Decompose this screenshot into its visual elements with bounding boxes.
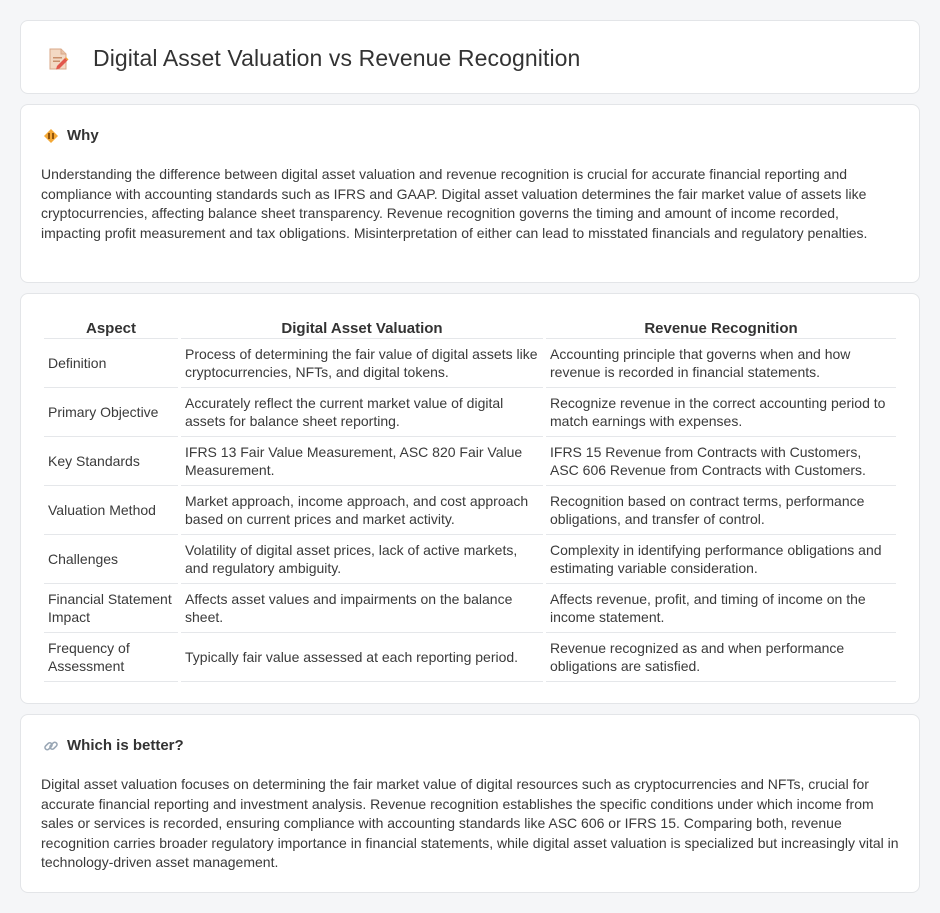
comparison-table xyxy=(41,316,899,682)
row-aspect: Frequency of Assessment xyxy=(44,633,178,682)
col-header-revenue-recognition: Revenue Recognition xyxy=(546,316,896,339)
table-header-row xyxy=(44,316,896,339)
table-row xyxy=(44,339,896,388)
which-is-better-heading: Which is better? xyxy=(67,737,184,754)
table-row xyxy=(44,437,896,486)
row-digital-asset-valuation: Affects asset values and impairments on the balance sheet. xyxy=(181,584,543,633)
row-revenue-recognition: Accounting principle that governs when and how revenue is recorded in financial statements. xyxy=(546,339,896,388)
row-digital-asset-valuation: Process of determining the fair value of digital assets like cryptocurrencies, NFTs, and digital tokens. xyxy=(181,339,543,388)
row-revenue-recognition: Revenue recognized as and when performance obligations are satisfied. xyxy=(546,633,896,682)
row-revenue-recognition: Affects revenue, profit, and timing of income on the income statement. xyxy=(546,584,896,633)
table-row xyxy=(44,633,896,682)
row-digital-asset-valuation: Market approach, income approach, and cost approach based on current prices and market activity. xyxy=(181,486,543,535)
col-header-digital-asset-valuation: Digital Asset Valuation xyxy=(181,316,543,339)
row-revenue-recognition: Complexity in identifying performance obligations and estimating variable consideration. xyxy=(546,535,896,584)
diamond-warning-icon xyxy=(43,128,59,144)
col-header-aspect: Aspect xyxy=(44,316,178,339)
row-revenue-recognition: Recognition based on contract terms, performance obligations, and transfer of control. xyxy=(546,486,896,535)
row-aspect: Primary Objective xyxy=(44,388,178,437)
row-aspect: Challenges xyxy=(44,535,178,584)
link-icon xyxy=(43,738,59,754)
which-is-better-paragraph: Digital asset valuation focuses on determining the fair market value of digital resources such as cryptocurrencies and NFTs, crucial for accurate financial reporting and investment analysis. Revenue recognition establishes the specific conditions under which income from sales or services is recorded, ensuring compliance with accounting standards like ASC 606 or IFRS 15. Comparing both, revenue recognition carries broader regulatory importance in financial statements, while digital asset valuation is specialized but increasingly vital in technology-driven asset management. xyxy=(41,776,899,871)
table-row xyxy=(44,584,896,633)
row-digital-asset-valuation: IFRS 13 Fair Value Measurement, ASC 820 Fair Value Measurement. xyxy=(181,437,543,486)
row-digital-asset-valuation: Accurately reflect the current market value of digital assets for balance sheet reporting. xyxy=(181,388,543,437)
page-title: Digital Asset Valuation vs Revenue Recognition xyxy=(93,45,581,71)
why-section xyxy=(20,104,920,283)
table-row xyxy=(44,486,896,535)
why-heading: Why xyxy=(67,127,99,144)
table-row xyxy=(44,535,896,584)
which-is-better-section xyxy=(20,714,920,893)
row-aspect: Valuation Method xyxy=(44,486,178,535)
title-card xyxy=(20,20,920,94)
why-paragraph: Understanding the difference between digital asset valuation and revenue recognition is crucial for accurate financial reporting and compliance with accounting standards such as IFRS and GAAP. Digital asset valuation determines the fair market value of assets like cryptocurrencies, affecting balance sheet transparency. Revenue recognition governs the timing and amount of income recorded, impacting profit measurement and tax obligations. Misinterpretation of either can lead to misstated financials and regulatory penalties. xyxy=(41,166,868,241)
row-aspect: Definition xyxy=(44,339,178,388)
document-edit-icon xyxy=(47,47,69,71)
row-revenue-recognition: IFRS 15 Revenue from Contracts with Customers, ASC 606 Revenue from Contracts with Customers. xyxy=(546,437,896,486)
table-row xyxy=(44,388,896,437)
row-aspect: Financial Statement Impact xyxy=(44,584,178,633)
row-revenue-recognition: Recognize revenue in the correct accounting period to match earnings with expenses. xyxy=(546,388,896,437)
row-digital-asset-valuation: Typically fair value assessed at each reporting period. xyxy=(181,633,543,682)
row-digital-asset-valuation: Volatility of digital asset prices, lack of active markets, and regulatory ambiguity. xyxy=(181,535,543,584)
comparison-section xyxy=(20,293,920,704)
row-aspect: Key Standards xyxy=(44,437,178,486)
